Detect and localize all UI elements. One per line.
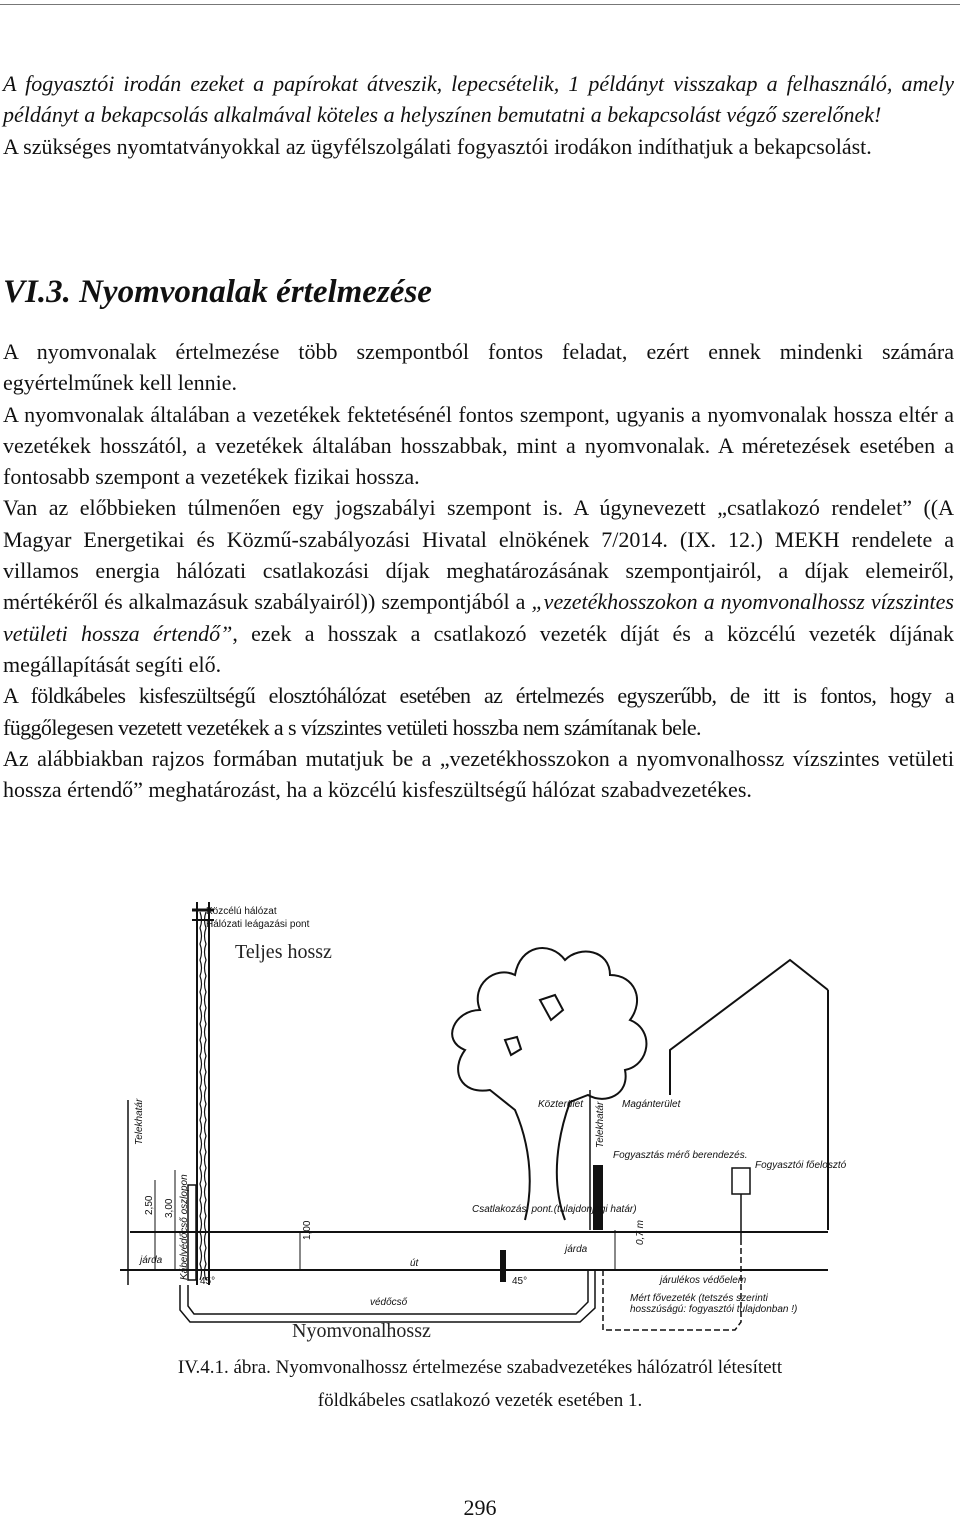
label-kozcelu-halozat: Közcélú hálózat: [206, 906, 277, 917]
caption-line-1: IV.4.1. ábra. Nyomvonalhossz értelmezése szabadvezetékes hálózatról létesített: [177, 1357, 783, 1378]
page-number: 296: [463, 1495, 497, 1520]
label-dim-250: 2,50: [144, 1195, 155, 1215]
intro-italic-paragraph: A fogyasztói irodán ezeket a papírokat átveszik, lepecsételik, 1 példányt visszakap a felhasználó, amely példányt a bekapcsolás alkalmával köteles a helyszínen bemutatni a bekapcsolást végző szerelőnek!: [3, 71, 954, 128]
main-distributor-box: [732, 1168, 750, 1194]
label-maganterulet: Magánterület: [622, 1099, 681, 1110]
label-dim-07: 0,7 m: [635, 1219, 646, 1245]
label-angle-right: 45°: [512, 1276, 528, 1287]
intro-paragraph: A szükséges nyomtatványokkal az ügyfélszolgálati fogyasztói irodákon indíthatjuk a bekapcsolást.: [3, 133, 872, 159]
ground-line: [120, 1232, 828, 1270]
label-kozterulet: Közterület: [538, 1099, 584, 1110]
paragraph-4: A földkábeles kisfeszültségű elosztóhálózat esetében az értelmezés egyszerűbb, de itt is fontos, hogy a függőlegesen vezetett vezetékek a s vízszintes vetületi hosszba nem számítanak bele.: [3, 683, 954, 740]
meter-box: [593, 1165, 603, 1230]
label-jarda-left: járda: [140, 1255, 163, 1266]
label-fogyasztoi-foeloszto: Fogyasztói főelosztó: [755, 1160, 847, 1171]
paragraph-3-start: Van az előbbieken túlmenően egy jogszabályi szempont is. A úgynevezett „csatlakozó rendelet” ((A Magyar Energetikai és Közmű-szabályozási Hivatal elnökének 7/2014. (IX. 12.) MEKH rendelete a villamos energia hálózati csatlakozási díjak meghatározásának szempontjairól, a díjak elemeiről, mértékéről és alkalmazásuk szabályairól)) szempontjából a: [3, 495, 954, 615]
label-kabelvedocso: Kábelvédőcső oszlopon: [179, 1174, 190, 1280]
label-mert-fovezetek-box: [630, 1293, 825, 1333]
label-jarulekos-vedoelem: járulékos védőelem: [660, 1275, 747, 1286]
label-csatlakozasi-pont: Csatlakozási pont.(tulajdonjogi határ): [472, 1204, 637, 1215]
section-heading: VI.3. Nyomvonalak értelmezése: [3, 274, 432, 310]
label-teljes-hossz: Teljes hossz: [235, 941, 332, 963]
label-mert-fovezetek: Mért fővezeték (tetszés szerinti hosszúságú: fogyasztói tulajdonban !): [630, 1293, 798, 1315]
label-dim-100: 1,00: [302, 1220, 313, 1240]
label-nyomvonalhossz: Nyomvonalhossz: [292, 1320, 431, 1342]
paragraph-3-end: , ezek a hosszak a csatlakozó vezeték díját és a közcélú vezeték díjának megállapítását segíti elő.: [3, 620, 954, 677]
top-rule: [0, 4, 960, 5]
label-jarda-right: járda: [565, 1244, 588, 1255]
label-vedocso: védőcső: [370, 1297, 408, 1308]
label-fogyasztas-mero: Fogyasztás mérő berendezés.: [613, 1150, 748, 1161]
paragraph-3: [3, 492, 954, 680]
paragraph-2: A nyomvonalak általában a vezetékek fektetésénél fontos szempont, ugyanis a nyomvonalak hossza eltér a vezetékek hosszától, a vezetékek általában hosszabbak, mint a nyomvonalak. A méretezések esetében a fontosabb szempont a vezetékek fizikai hossza.: [3, 401, 954, 490]
label-leagazasi-pont: Hálózati leágazási pont: [206, 919, 310, 930]
intro-text: [3, 68, 954, 162]
body-text: [3, 336, 954, 805]
figure-caption: [0, 1351, 960, 1417]
connection-point-box: [500, 1250, 506, 1282]
label-angle-left: 45°: [200, 1276, 216, 1287]
label-ut: út: [410, 1258, 419, 1269]
label-telekhatar-right: Telekhatár: [595, 1101, 606, 1148]
tree-outline: [452, 948, 646, 1220]
connection-diagram: [110, 890, 847, 1350]
caption-line-2: földkábeles csatlakozó vezeték esetében 1.: [317, 1390, 643, 1411]
paragraph-3-quote: „vezetékhosszokon a nyomvonalhossz vízszintes vetületi hossza értendő”: [3, 589, 954, 646]
paragraph-1: A nyomvonalak értelmezése több szempontból fontos feladat, ezért ennek mindenki számára egyértelműnek kell lennie.: [3, 339, 954, 396]
label-dim-300: 3,00: [164, 1198, 175, 1218]
paragraph-5: Az alábbiakban rajzos formában mutatjuk be a „vezetékhosszokon a nyomvonalhossz vízszintes vetületi hossza értendő” meghatározást, ha a közcélú kisfeszültségű hálózat szabadvezetékes.: [3, 745, 954, 803]
dimension-lines: [155, 1170, 615, 1270]
label-telekhatar-left: Telekhatár: [134, 1098, 145, 1145]
